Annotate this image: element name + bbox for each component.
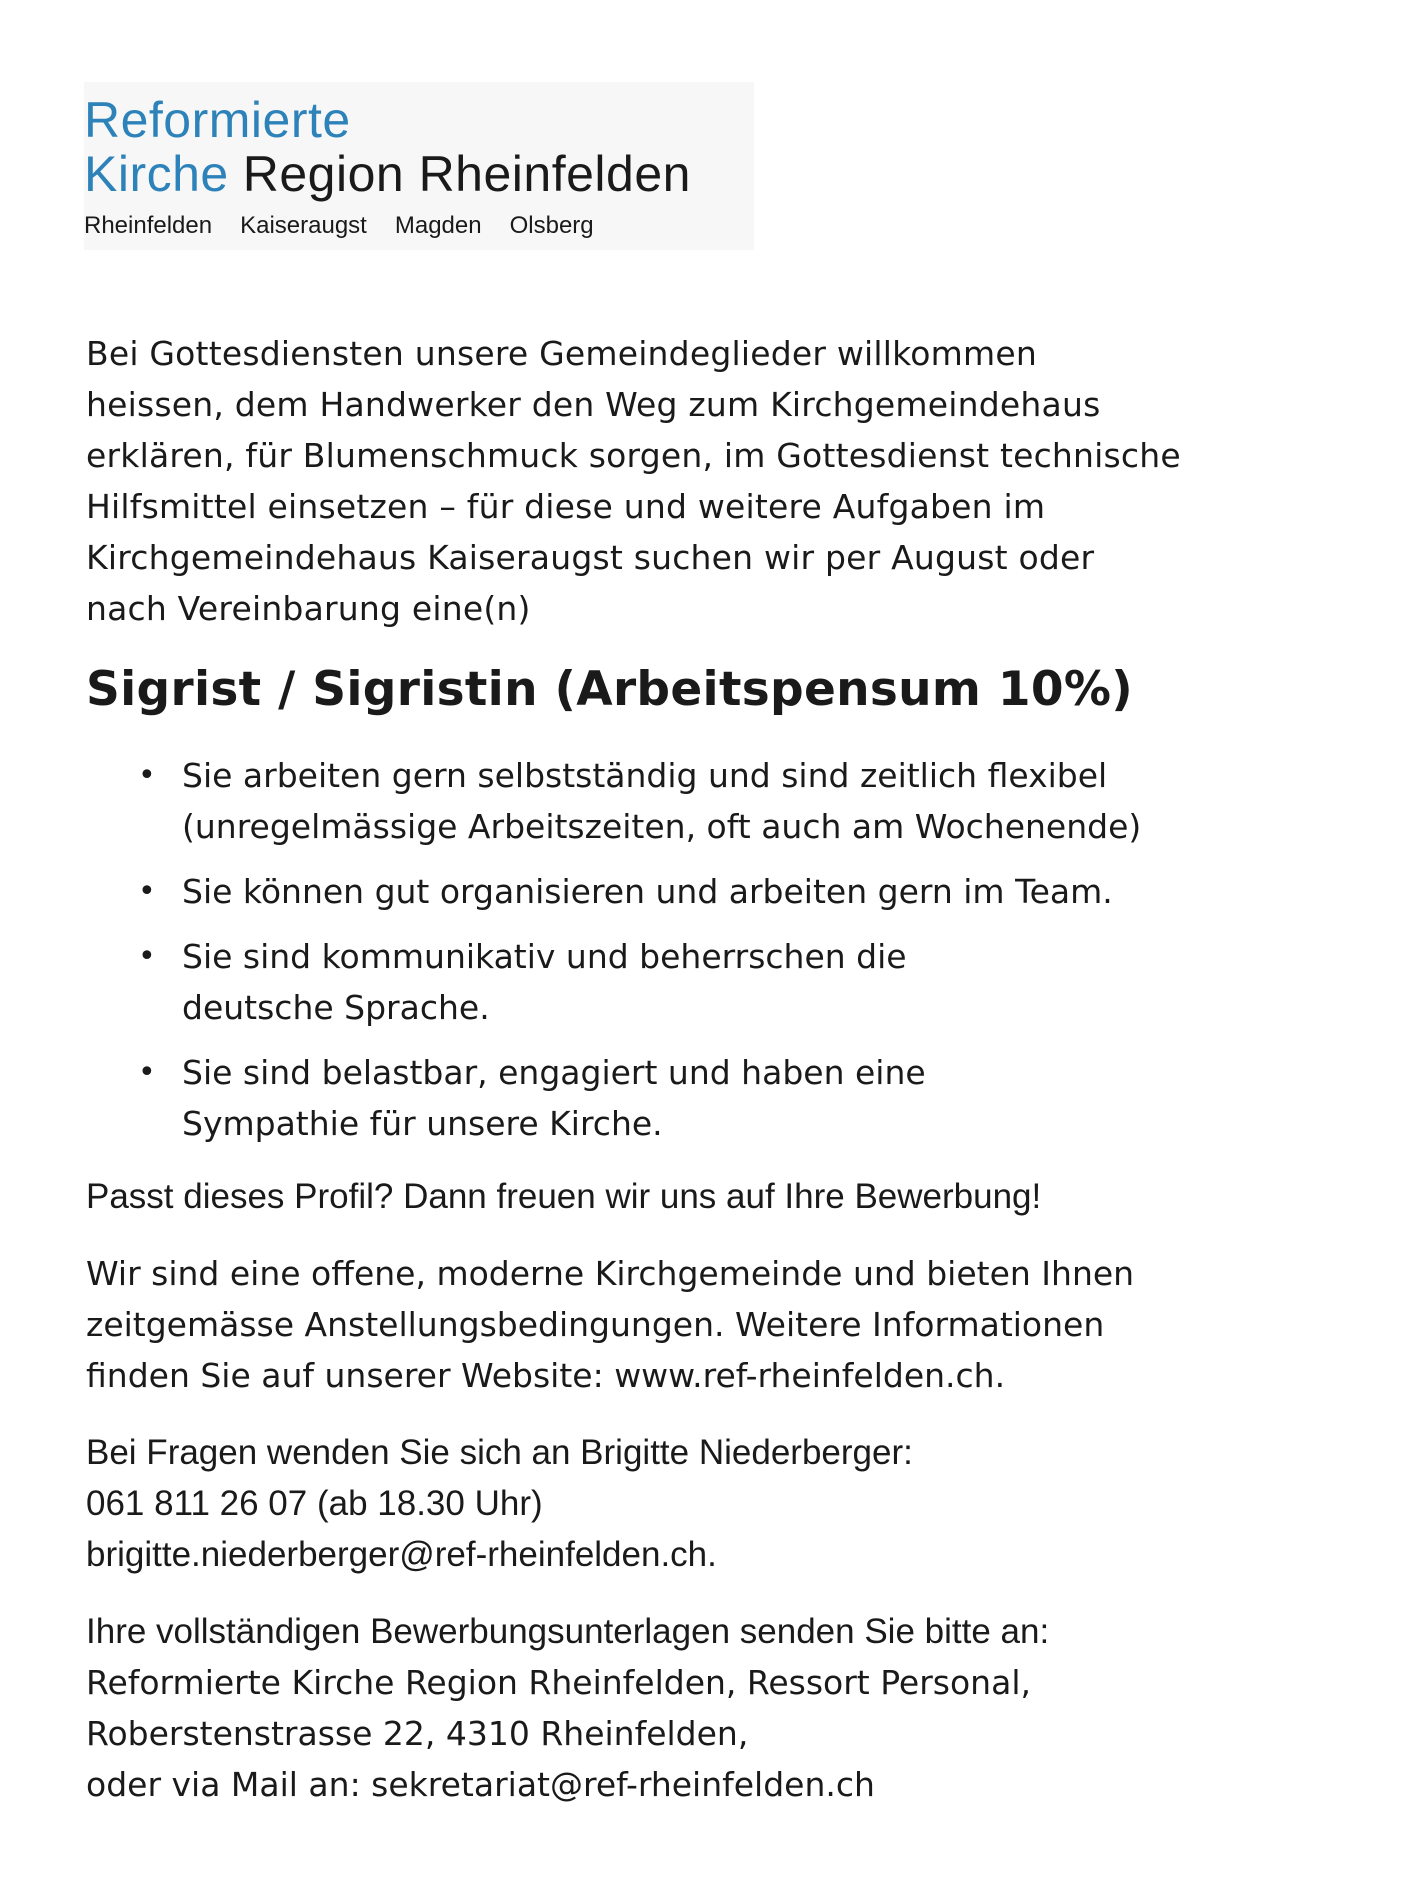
logo-word-reformierte: Reformierte [84, 92, 351, 148]
requirement-item [86, 931, 1346, 1033]
profile-question: Passt dieses Profil? Dann freuen wir uns auf Ihre Bewerbung! [86, 1177, 1042, 1216]
contact-email: brigitte.niederberger@ref-rheinfelden.ch. [86, 1535, 717, 1574]
requirement-line: deutsche Sprache. [182, 988, 490, 1027]
intro-paragraph [86, 328, 1346, 634]
logo-places [84, 212, 754, 240]
job-advertisement [86, 82, 1346, 1810]
application-address-line: Reformierte Kirche Region Rheinfelden, Ressort Personal, [86, 1663, 1031, 1702]
requirement-line: Sie sind belastbar, engagiert und haben eine [182, 1053, 926, 1092]
application-address-line: Roberstenstrasse 22, 4310 Rheinfelden, [86, 1714, 749, 1753]
requirement-item [86, 750, 1346, 852]
offer-paragraph [86, 1248, 1346, 1401]
application-mail-line: oder via Mail an: sekretariat@ref-rheinfelden.ch [86, 1765, 875, 1804]
contact-phone: 061 811 26 07 (ab 18.30 Uhr) [86, 1484, 543, 1523]
bullet-icon: • [138, 874, 156, 909]
requirement-line: Sie sind kommunikativ und beherrschen die [182, 937, 907, 976]
application-paragraph [86, 1606, 1346, 1810]
contact-paragraph [86, 1427, 1346, 1580]
intro-line: Kirchgemeindehaus Kaiseraugst suchen wir per August oder [86, 538, 1095, 577]
bullet-icon: • [138, 939, 156, 974]
requirement-line: Sympathie für unsere Kirche. [182, 1104, 663, 1143]
job-title: Sigrist / Sigristin (Arbeitspensum 10%) [86, 662, 1134, 717]
requirement-item [86, 1047, 1346, 1149]
intro-line: nach Vereinbarung eine(n) [86, 589, 531, 628]
requirement-line: (unregelmässige Arbeitszeiten, oft auch am Wochenende) [182, 807, 1142, 846]
offer-line: Wir sind eine offene, moderne Kirchgemeinde und bieten Ihnen [86, 1254, 1135, 1293]
requirements-list [86, 750, 1346, 1149]
logo-place: Magden [394, 212, 482, 239]
intro-line: Hilfsmittel einsetzen – für diese und weitere Aufgaben im [86, 487, 1046, 526]
logo-region-name: Region Rheinfelden [242, 146, 691, 202]
requirement-item [86, 866, 1346, 917]
application-intro: Ihre vollständigen Bewerbungsunterlagen senden Sie bitte an: [86, 1612, 1050, 1651]
bullet-icon: • [138, 758, 156, 793]
logo-line-two [84, 146, 754, 202]
contact-intro: Bei Fragen wenden Sie sich an Brigitte Niederberger: [86, 1433, 913, 1472]
requirement-line: Sie können gut organisieren und arbeiten gern im Team. [182, 872, 1113, 911]
intro-line: erklären, für Blumenschmuck sorgen, im Gottesdienst technische [86, 436, 1181, 475]
church-logo [84, 82, 754, 250]
offer-line: finden Sie auf unserer Website: www.ref-rheinfelden.ch. [86, 1356, 1006, 1395]
intro-line: heissen, dem Handwerker den Weg zum Kirchgemeindehaus [86, 385, 1101, 424]
intro-line: Bei Gottesdiensten unsere Gemeindeglieder willkommen [86, 334, 1037, 373]
logo-place: Olsberg [509, 212, 594, 239]
logo-place: Rheinfelden [84, 212, 213, 239]
logo-word-kirche: Kirche [84, 146, 229, 202]
bullet-icon: • [138, 1055, 156, 1090]
offer-line: zeitgemässe Anstellungsbedingungen. Weitere Informationen [86, 1305, 1105, 1344]
logo-place: Kaiseraugst [240, 212, 367, 239]
requirement-line: Sie arbeiten gern selbstständig und sind zeitlich flexibel [182, 756, 1108, 795]
